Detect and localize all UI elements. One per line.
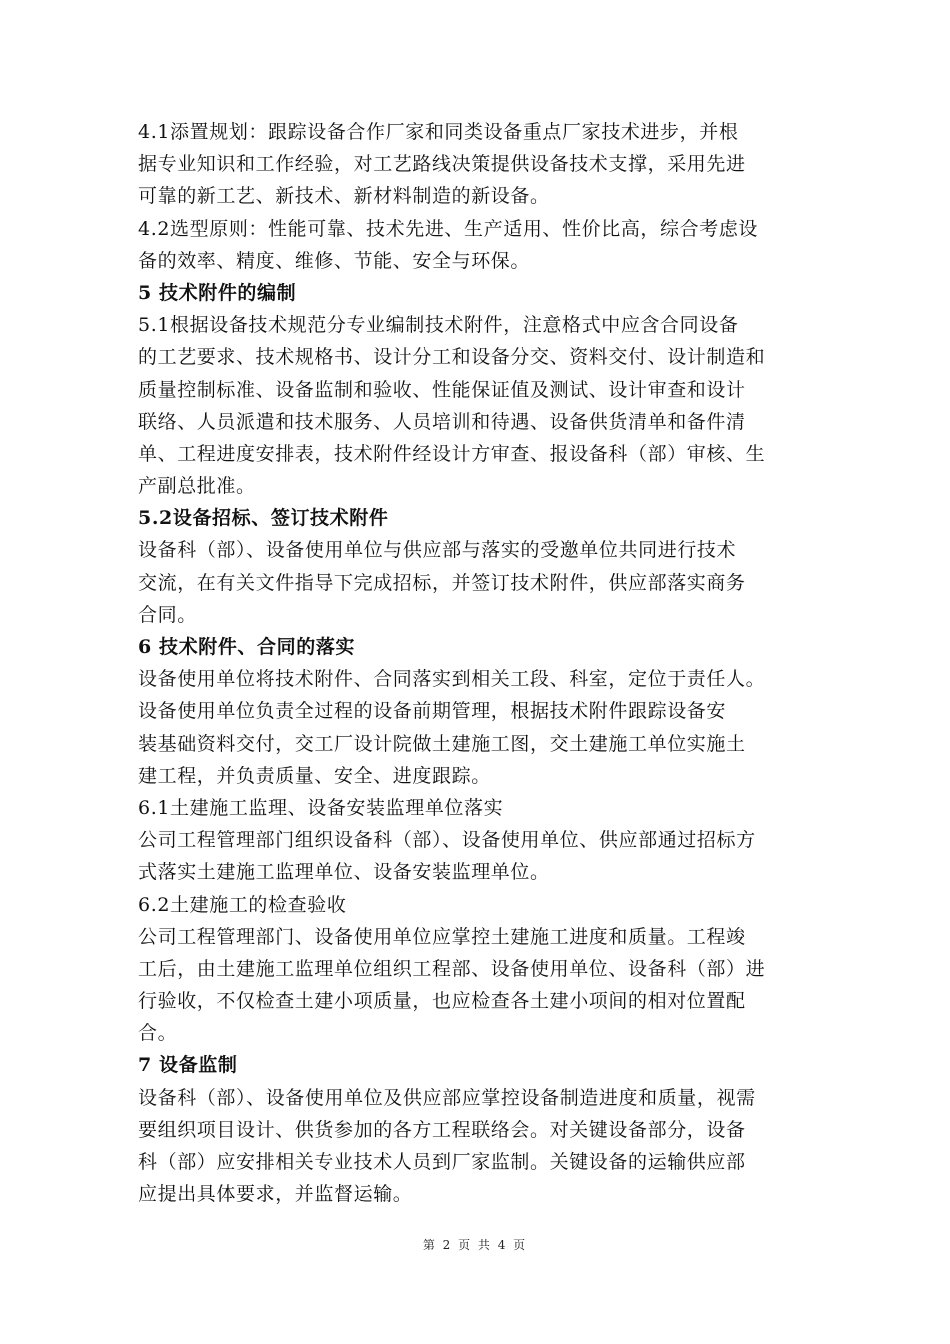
- text-line: 6.1土建施工监理、设备安装监理单位落实: [138, 796, 504, 819]
- section-heading-line: 5.2设备招标、签订技术附件: [138, 507, 389, 530]
- text-line: 科（部）应安排相关专业技术人员到厂家监制。关键设备的运输供应部: [138, 1151, 746, 1173]
- text-line: 据专业知识和工作经验，对工艺路线决策提供设备技术支撑，采用先进: [138, 153, 746, 176]
- text-line: 5.1根据设备技术规范分专业编制技术附件，注意格式中应含合同设备: [138, 314, 739, 337]
- section-heading-line: 6 技术附件、合同的落实: [138, 636, 356, 658]
- text-line: 质量控制标准、设备监制和验收、性能保证值及测试、设计审查和设计: [138, 378, 746, 401]
- text-line: 设备使用单位将技术附件、合同落实到相关工段、科室，定位于责任人。: [138, 668, 766, 691]
- text-line: 合。: [138, 1022, 178, 1045]
- text-line: 要组织项目设计、供货参加的各方工程联络会。对关键设备部分，设备: [138, 1118, 746, 1141]
- text-line: 设备科（部）、设备使用单位与供应部与落实的受邀单位共同进行技术: [138, 539, 737, 562]
- text-line: 工后，由土建施工监理单位组织工程部、设备使用单位、设备科（部）进: [138, 957, 766, 980]
- section-heading-line: 7 设备监制: [138, 1054, 238, 1077]
- text-line: 备的效率、精度、维修、节能、安全与环保。: [138, 249, 531, 272]
- text-line: 可靠的新工艺、新技术、新材料制造的新设备。: [138, 185, 550, 208]
- text-line: 行验收，不仅检查土建小项质量，也应检查各土建小项间的相对位置配: [138, 990, 746, 1013]
- text-line: 应提出具体要求，并监督运输。: [138, 1183, 413, 1206]
- text-line: 4.1添置规划：跟踪设备合作厂家和同类设备重点厂家技术进步，并根: [138, 121, 739, 143]
- text-line: 6.2土建施工的检查验收: [138, 893, 347, 916]
- text-line: 式落实土建施工监理单位、设备安装监理单位。: [138, 861, 550, 884]
- text-line: 单、工程进度安排表，技术附件经设计方审查、报设备科（部）审核、生: [138, 442, 766, 465]
- text-line: 联络、人员派遣和技术服务、人员培训和待遇、设备供货清单和备件清: [138, 410, 746, 433]
- text-line: 设备科（部）、设备使用单位及供应部应掌控设备制造进度和质量，视需: [138, 1086, 756, 1109]
- section-heading-line: 5 技术附件的编制: [138, 281, 297, 304]
- text-line: 的工艺要求、技术规格书、设计分工和设备分交、资料交付、设计制造和: [138, 346, 766, 369]
- text-line: 交流，在有关文件指导下完成招标，并签订技术附件，供应部落实商务: [138, 571, 746, 594]
- text-line: 公司工程管理部门、设备使用单位应掌控土建施工进度和质量。工程竣: [138, 925, 746, 948]
- page-footer: 第 2 页 共 4 页: [422, 1238, 528, 1252]
- text-line: 4.2选型原则：性能可靠、技术先进、生产适用、性价比高，综合考虑设: [138, 217, 759, 240]
- document-body: [138, 116, 818, 1210]
- text-line: 合同。: [138, 603, 197, 626]
- text-line: 公司工程管理部门组织设备科（部）、设备使用单位、供应部通过招标方: [138, 829, 756, 852]
- text-line: 建工程，并负责质量、安全、进度跟踪。: [138, 764, 491, 787]
- text-line: 设备使用单位负责全过程的设备前期管理，根据技术附件跟踪设备安: [138, 700, 727, 723]
- text-line: 产副总批准。: [138, 475, 256, 498]
- text-line: 装基础资料交付，交工厂设计院做土建施工图，交土建施工单位实施土: [138, 732, 746, 755]
